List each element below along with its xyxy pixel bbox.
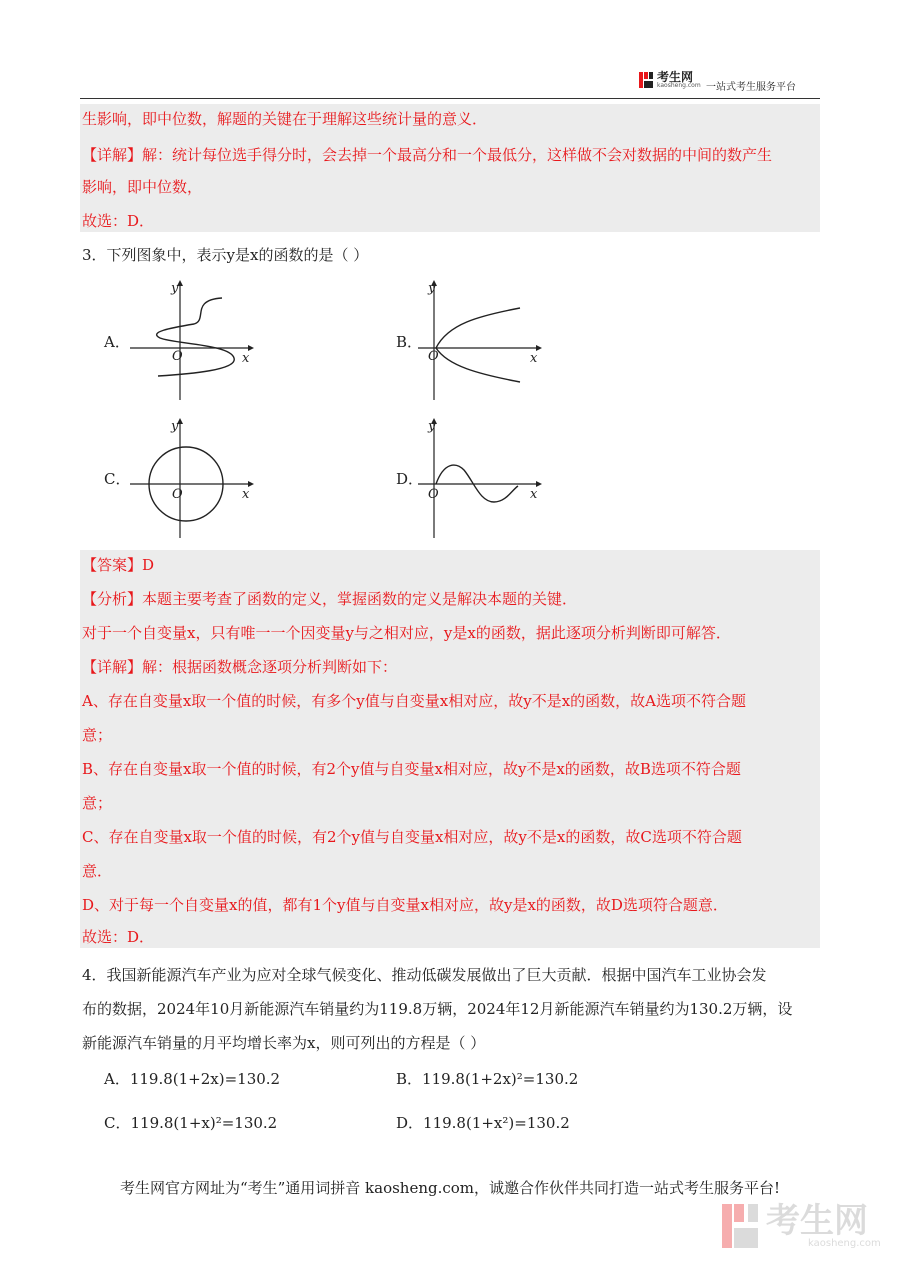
watermark-text: 考生网 — [766, 1200, 868, 1241]
header-logo — [638, 71, 701, 89]
q3-option-d-label: D． — [396, 470, 424, 488]
q4-option-b: B．119.8(1+2x)²=130.2 — [396, 1070, 579, 1088]
prev-line-4: 故选：D． — [82, 212, 155, 230]
watermark-sub: kaosheng.com — [808, 1237, 881, 1249]
q3-a-line-2: 意； — [82, 726, 113, 744]
axis-x-label: x — [242, 351, 250, 366]
origin-label: O — [172, 349, 183, 364]
q3-option-c-label: C． — [104, 470, 131, 488]
q3-c-line-1: C、存在自变量x取一个值的时候，有2个y值与自变量x相对应，故y不是x的函数，故C选项不符合题 — [82, 828, 742, 846]
origin-label: O — [172, 487, 183, 502]
footer-text: 考生网官方网址为“考生”通用词拼音 kaosheng.com，诚邀合作伙伴共同打造一站式考生服务平台! — [119, 1179, 781, 1197]
graph-b — [418, 278, 543, 400]
graph-a — [130, 278, 255, 400]
q3-analysis: 【分析】本题主要考查了函数的定义，掌握函数的定义是解决本题的关键． — [82, 590, 578, 608]
graph-c — [130, 414, 255, 538]
prev-line-2: 【详解】解：统计每位选手得分时，会去掉一个最高分和一个最低分，这样做不会对数据的中间的数产生 — [82, 146, 773, 164]
q4-option-d: D．119.8(1+x²)=130.2 — [396, 1114, 570, 1132]
q3-answer: 【答案】D — [82, 556, 155, 574]
axis-y-label: y — [428, 419, 436, 434]
logo-text: 考生网 — [657, 70, 694, 84]
prev-line-3: 影响，即中位数， — [82, 178, 203, 196]
graph-d — [418, 414, 543, 538]
watermark-logo-icon — [720, 1202, 760, 1250]
q3-detail: 【详解】解：根据函数概念逐项分析判断如下： — [82, 658, 398, 676]
logo-sub: kaosheng.com — [657, 82, 701, 89]
q3-choose: 故选：D． — [82, 928, 155, 946]
q4-option-c: C．119.8(1+x)²=130.2 — [104, 1114, 278, 1132]
watermark — [720, 1202, 881, 1250]
q3-a-line-1: A、存在自变量x取一个值的时候，有多个y值与自变量x相对应，故y不是x的函数，故A选项不符合题 — [82, 692, 746, 710]
q3-option-b-label: B． — [396, 333, 423, 351]
q4-option-a: A．119.8(1+2x)=130.2 — [104, 1070, 281, 1088]
axis-y-label: y — [171, 419, 179, 434]
axis-y-label: y — [171, 281, 179, 296]
q3-option-a-label: A． — [104, 333, 130, 351]
q3-stem: 3．下列图象中，表示y是x的函数的是（ ） — [82, 246, 369, 264]
axis-y-label: y — [428, 281, 436, 296]
logo-icon — [638, 71, 654, 89]
q3-c-line-2: 意． — [82, 862, 113, 880]
origin-label: O — [428, 487, 439, 502]
header-slogan: 一站式考生服务平台 — [706, 82, 796, 93]
q3-b-line-1: B、存在自变量x取一个值的时候，有2个y值与自变量x相对应，故y不是x的函数，故B选项不符合题 — [82, 760, 741, 778]
axis-x-label: x — [530, 351, 538, 366]
q3-b-line-2: 意； — [82, 794, 113, 812]
q3-d-line-1: D、对于每一个自变量x的值，都有1个y值与自变量x相对应，故y是x的函数，故D选项符合题意． — [82, 896, 728, 914]
q4-line-1: 4．我国新能源汽车产业为应对全球气候变化、推动低碳发展做出了巨大贡献．根据中国汽车工业协会发 — [82, 966, 767, 984]
axis-x-label: x — [242, 487, 250, 502]
axis-x-label: x — [530, 487, 538, 502]
origin-label: O — [428, 349, 439, 364]
q4-line-3: 新能源汽车销量的月平均增长率为x，则可列出的方程是（ ） — [82, 1034, 486, 1052]
q4-line-2: 布的数据，2024年10月新能源汽车销量约为119.8万辆，2024年12月新能源汽车销量约为130.2万辆，设 — [82, 1000, 793, 1018]
header-rule — [80, 98, 820, 99]
prev-line-1: 生影响，即中位数，解题的关键在于理解这些统计量的意义． — [82, 110, 488, 128]
q3-analysis-2: 对于一个自变量x，只有唯一一个因变量y与之相对应，y是x的函数，据此逐项分析判断即可解答． — [82, 624, 731, 642]
